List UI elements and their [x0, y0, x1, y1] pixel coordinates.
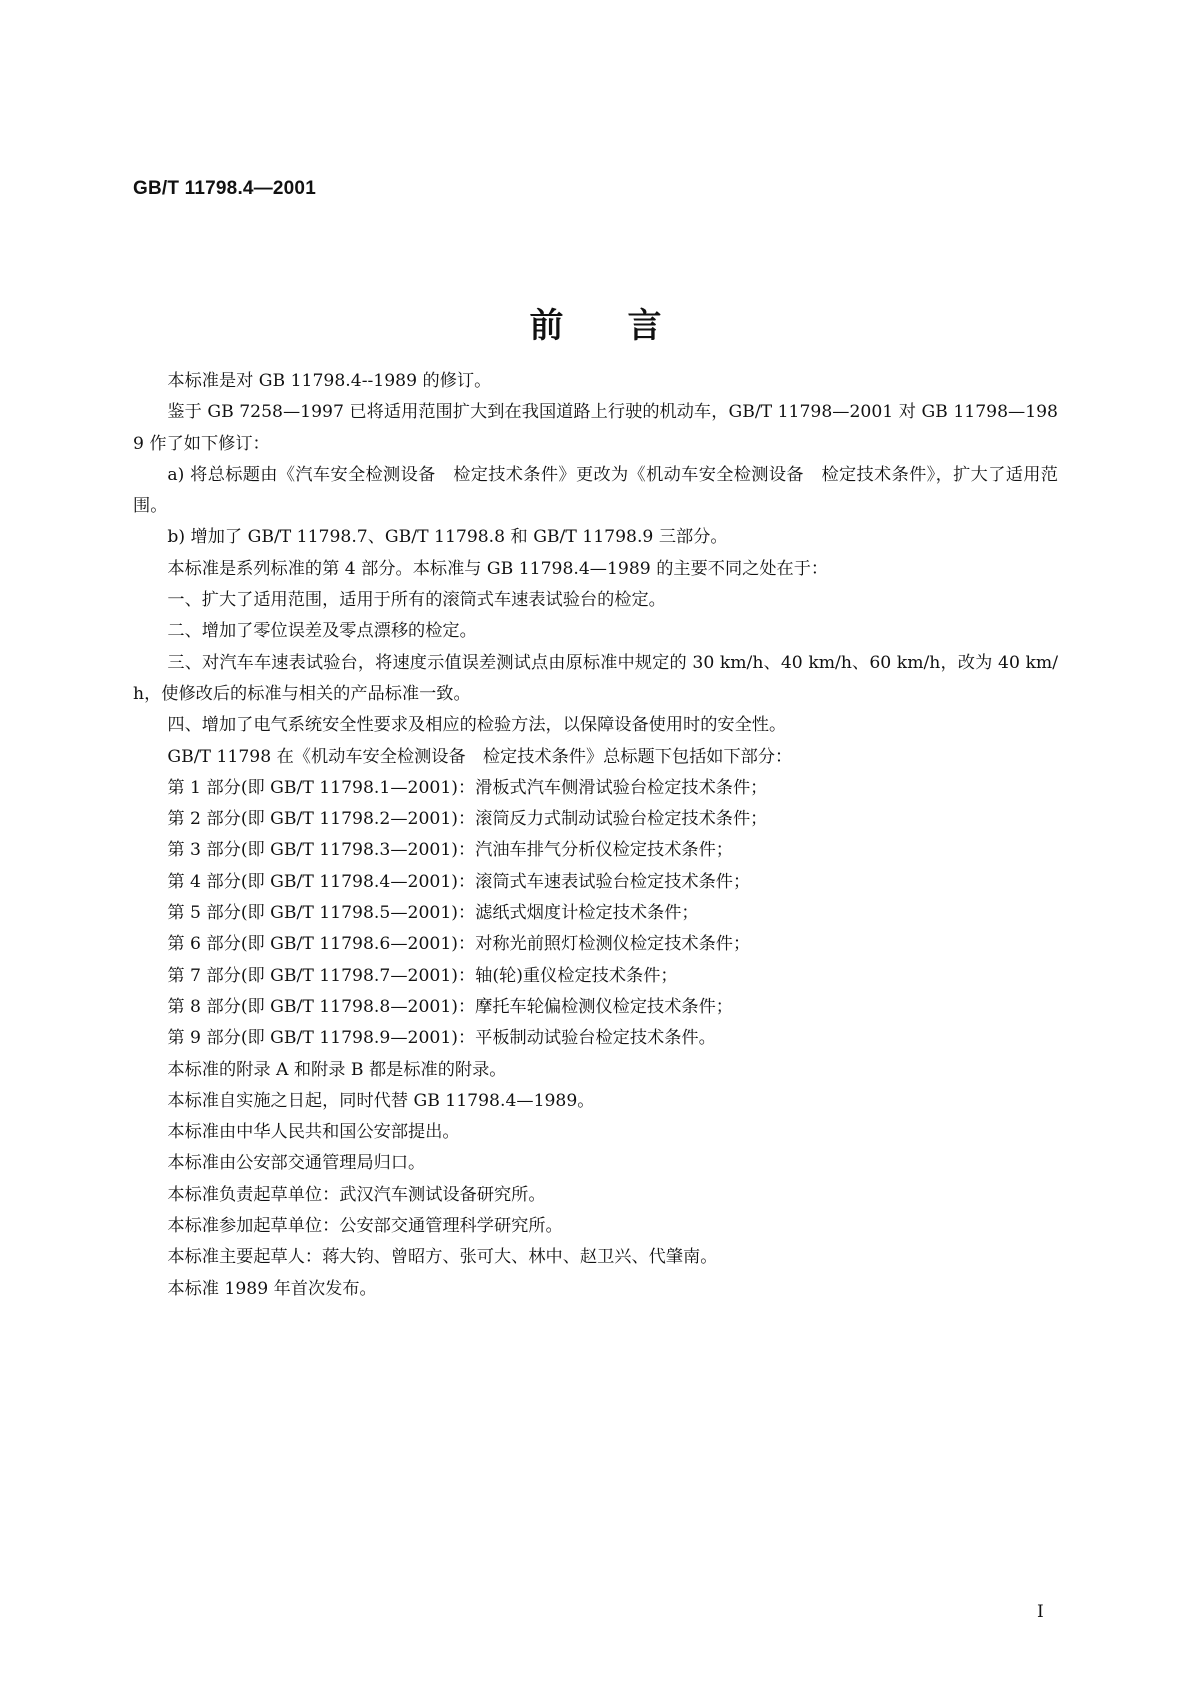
paragraph-difference-3: 三、对汽车车速表试验台，将速度示值误差测试点由原标准中规定的 30 km/h、40 km/h、60 km/h，改为 40 km/h，使修改后的标准与相关的产品标准一致。 [133, 652, 1058, 704]
paragraph-proposed-by: 本标准由中华人民共和国公安部提出。 [167, 1122, 460, 1143]
paragraph-first-issue: 本标准 1989 年首次发布。 [167, 1278, 377, 1299]
part-list-item: 第 1 部分(即 GB/T 11798.1—2001)：滑板式汽车侧滑试验台检定技术条件； [167, 777, 768, 798]
paragraph-difference-4: 四、增加了电气系统安全性要求及相应的检验方法，以保障设备使用时的安全性。 [167, 715, 787, 736]
paragraph-series-parts: GB/T 11798 在《机动车安全检测设备 检定技术条件》总标题下包括如下部分： [167, 746, 793, 767]
paragraph-scope-change: 鉴于 GB 7258—1997 已将适用范围扩大到在我国道路上行驶的机动车，GB/T 11798—2001 对 GB 11798—1989 作了如下修订： [133, 402, 1058, 454]
part-list-item: 第 2 部分(即 GB/T 11798.2—2001)：滚筒反力式制动试验台检定技术条件； [167, 809, 768, 830]
paragraph-annexes: 本标准的附录 A 和附录 B 都是标准的附录。 [167, 1059, 507, 1080]
foreword-body [133, 366, 1058, 1305]
part-list-item: 第 8 部分(即 GB/T 11798.8—2001)：摩托车轮偏检测仪检定技术条件； [167, 996, 733, 1017]
part-list-item: 第 3 部分(即 GB/T 11798.3—2001)：汽油车排气分析仪检定技术条件； [167, 840, 733, 861]
paragraph-replacement: 本标准自实施之日起，同时代替 GB 11798.4—1989。 [167, 1090, 595, 1111]
paragraph-change-a: a) 将总标题由《汽车安全检测设备 检定技术条件》更改为《机动车安全检测设备 检定技术条件》，扩大了适用范围。 [133, 464, 1058, 517]
standard-code: GB/T 11798.4—2001 [133, 178, 316, 199]
paragraph-main-drafters: 本标准主要起草人：蒋大钧、曾昭方、张可大、林中、赵卫兴、代肇南。 [167, 1247, 718, 1268]
part-list-item: 第 6 部分(即 GB/T 11798.6—2001)：对称光前照灯检测仪检定技术条件； [167, 934, 751, 955]
paragraph-revision-note: 本标准是对 GB 11798.4--1989 的修订。 [167, 371, 492, 391]
paragraph-centralized-by: 本标准由公安部交通管理局归口。 [167, 1153, 426, 1174]
paragraph-drafting-unit: 本标准负责起草单位：武汉汽车测试设备研究所。 [167, 1184, 546, 1205]
page-title: 前言 [529, 306, 726, 346]
paragraph-main-differences: 本标准是系列标准的第 4 部分。本标准与 GB 11798.4—1989 的主要不同之处在于： [167, 558, 829, 579]
paragraph-change-b: b) 增加了 GB/T 11798.7、GB/T 11798.8 和 GB/T 11798.9 三部分。 [167, 527, 728, 548]
paragraph-difference-1: 一、扩大了适用范围，适用于所有的滚筒式车速表试验台的检定。 [167, 590, 666, 611]
part-list-item: 第 5 部分(即 GB/T 11798.5—2001)：滤纸式烟度计检定技术条件； [167, 903, 699, 924]
page-number: I [1037, 1602, 1044, 1622]
paragraph-difference-2: 二、增加了零位误差及零点漂移的检定。 [167, 621, 477, 642]
part-list-item: 第 7 部分(即 GB/T 11798.7—2001)：轴(轮)重仪检定技术条件； [167, 965, 678, 986]
part-list-item: 第 9 部分(即 GB/T 11798.9—2001)：平板制动试验台检定技术条件。 [167, 1028, 716, 1049]
part-list-item: 第 4 部分(即 GB/T 11798.4—2001)：滚筒式车速表试验台检定技术条件； [167, 871, 751, 892]
paragraph-participating-unit: 本标准参加起草单位：公安部交通管理科学研究所。 [167, 1216, 563, 1237]
